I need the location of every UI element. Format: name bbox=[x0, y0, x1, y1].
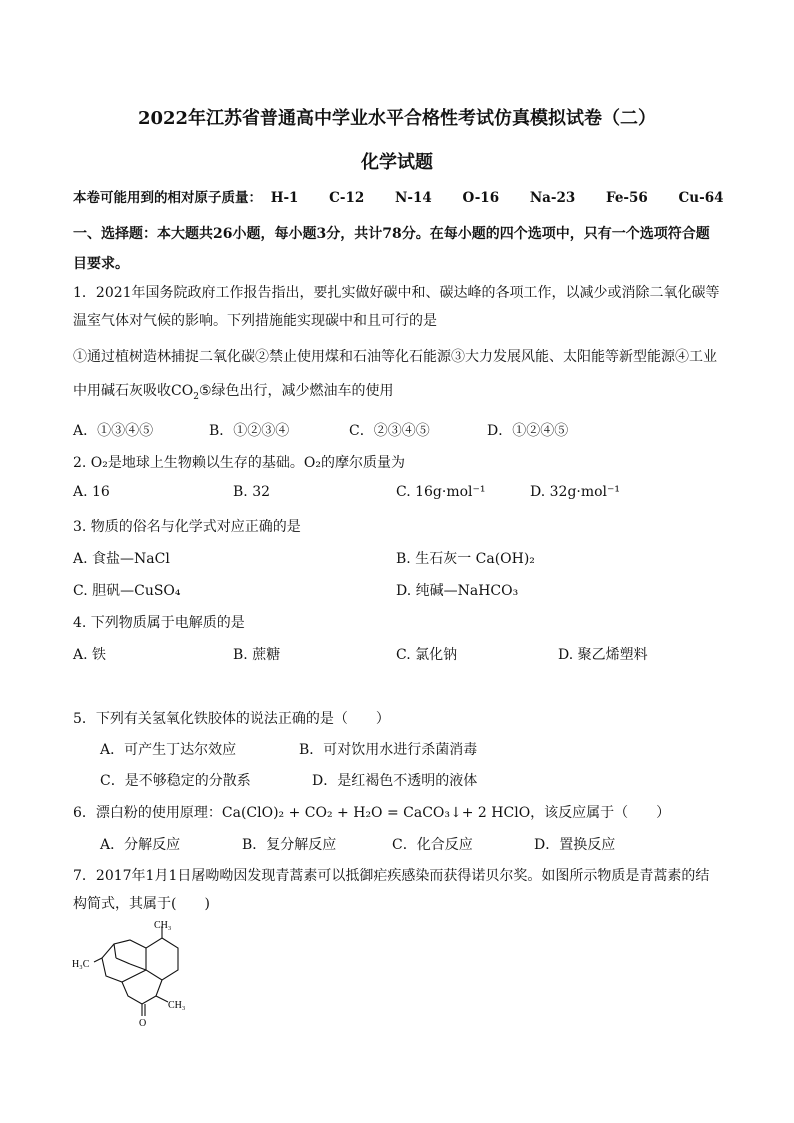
q3-stem: 3. 物质的俗名与化学式对应正确的是 bbox=[73, 519, 301, 535]
q4-option-c[interactable]: C. 氯化钠 bbox=[396, 647, 458, 663]
artemisinin-structure-image bbox=[70, 918, 200, 1030]
carbonyl-o-label: O bbox=[139, 1018, 147, 1029]
q7-stem: 7．2017年1月1日屠呦呦因发现青蒿素可以抵御疟疾感染而获得诺贝尔奖。如图所示物质是青蒿素的结构简式，其属于( ) bbox=[73, 868, 710, 912]
atomic-mass-label: 本卷可能用到的相对原子质量： bbox=[73, 190, 262, 206]
q3-option-a[interactable]: A. 食盐—NaCl bbox=[73, 551, 170, 567]
q2-option-c[interactable]: C. 16g·mol⁻¹ bbox=[396, 484, 486, 500]
q1-line2 bbox=[73, 380, 394, 402]
q3-option-c[interactable]: C. 胆矾—CuSO₄ bbox=[73, 583, 181, 599]
q6-option-a[interactable]: A．分解反应 bbox=[100, 837, 181, 853]
q6-option-d[interactable]: D．置换反应 bbox=[534, 837, 616, 853]
atomic-mass-item: Cu-64 bbox=[678, 190, 724, 206]
q5-option-d[interactable]: D．是红褐色不透明的液体 bbox=[312, 773, 478, 789]
q6-option-b[interactable]: B．复分解反应 bbox=[242, 837, 337, 853]
q4-stem: 4. 下列物质属于电解质的是 bbox=[73, 615, 245, 631]
q2-option-b[interactable]: B. 32 bbox=[233, 484, 271, 500]
atomic-mass-line bbox=[73, 186, 749, 206]
atomic-mass-item: O-16 bbox=[462, 190, 500, 206]
q2-option-a[interactable]: A. 16 bbox=[73, 484, 110, 500]
atomic-mass-item: Na-23 bbox=[529, 190, 576, 206]
atomic-mass-item: N-14 bbox=[395, 190, 432, 206]
h3c-label: H₃C bbox=[72, 959, 90, 970]
q3-option-d[interactable]: D. 纯碱—NaHCO₃ bbox=[396, 583, 519, 599]
atomic-mass-item: C-12 bbox=[329, 190, 365, 206]
q1-option-d[interactable]: D．①②④⑤ bbox=[487, 423, 569, 439]
q1-line2-b: ⑤绿色出行，减少燃油车的使用 bbox=[198, 383, 394, 399]
exam-subtitle: 化学试题 bbox=[361, 152, 433, 173]
q1-stem: 1．2021年国务院政府工作报告指出，要扎实做好碳中和、碳达峰的各项工作，以减少或消除二氧化碳等温室气体对气候的影响。下列措施能实现碳中和且可行的是 bbox=[73, 285, 720, 329]
q1-line2-sub: 2 bbox=[193, 391, 199, 402]
q6-stem: 6．漂白粉的使用原理：Ca(ClO)₂ + CO₂ + H₂O = CaCO₃↓+ 2 HClO，该反应属于（ ） bbox=[73, 805, 671, 821]
q1-option-a[interactable]: A．①③④⑤ bbox=[73, 423, 154, 439]
q5-stem: 5．下列有关氢氧化铁胶体的说法正确的是（ ） bbox=[73, 711, 390, 727]
q4-option-a[interactable]: A. 铁 bbox=[73, 647, 107, 663]
q5-option-c[interactable]: C．是不够稳定的分散系 bbox=[100, 773, 251, 789]
q2-stem: 2. O₂是地球上生物赖以生存的基础。O₂的摩尔质量为 bbox=[73, 455, 405, 471]
q2-option-d[interactable]: D. 32g·mol⁻¹ bbox=[530, 484, 621, 500]
q4-option-d[interactable]: D. 聚乙烯塑料 bbox=[558, 647, 648, 663]
atomic-mass-item: Fe-56 bbox=[606, 190, 648, 206]
exam-title: 2022年江苏省普通高中学业水平合格性考试仿真模拟试卷（二） bbox=[137, 108, 657, 129]
q3-option-b[interactable]: B. 生石灰一 Ca(OH)₂ bbox=[396, 551, 535, 567]
q1-option-c[interactable]: C．②③④⑤ bbox=[349, 423, 430, 439]
q6-option-c[interactable]: C．化合反应 bbox=[392, 837, 473, 853]
ch3-right-label: CH₃ bbox=[168, 1000, 186, 1011]
q5-option-b[interactable]: B．可对饮用水进行杀菌消毒 bbox=[299, 742, 478, 758]
q5-option-a[interactable]: A．可产生丁达尔效应 bbox=[100, 742, 237, 758]
atomic-mass-item: H-1 bbox=[270, 190, 299, 206]
q4-option-b[interactable]: B. 蔗糖 bbox=[233, 647, 281, 663]
ch3-top-label: CH₃ bbox=[154, 920, 172, 931]
q1-line1: ①通过植树造林捕捉二氧化碳②禁止使用煤和石油等化石能源③大力发展风能、太阳能等新型能源④工业 bbox=[73, 349, 717, 365]
section-heading: 一、选择题：本大题共26小题，每小题3分，共计78分。在每小题的四个选项中，只有一个选项符合题目要求。 bbox=[73, 226, 710, 272]
q1-option-b[interactable]: B．①②③④ bbox=[209, 423, 290, 439]
q1-line2-a: 中用碱石灰吸收CO bbox=[73, 383, 194, 399]
